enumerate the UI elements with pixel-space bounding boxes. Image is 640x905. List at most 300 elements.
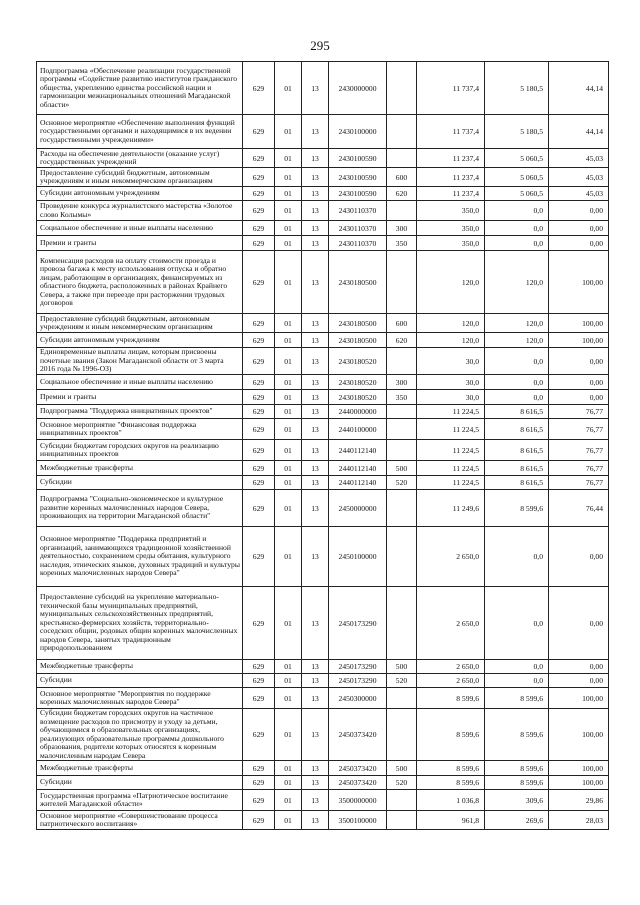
subsection-code: 13 xyxy=(302,149,329,168)
row-name: Проведение конкурса журналистского мастерства «Золотое слово Колымы» xyxy=(37,201,243,221)
executed-amount: 5 060,5 xyxy=(485,187,549,201)
table-row xyxy=(37,461,609,476)
section-code: 01 xyxy=(275,461,302,476)
execution-percent: 0,00 xyxy=(549,674,609,688)
section-code: 01 xyxy=(275,790,302,811)
target-article: 2430100000 xyxy=(329,115,387,149)
plan-amount: 120,0 xyxy=(417,314,485,333)
section-code: 01 xyxy=(275,375,302,390)
section-code: 01 xyxy=(275,201,302,221)
plan-amount: 120,0 xyxy=(417,333,485,348)
subsection-code: 13 xyxy=(302,527,329,587)
row-name: Предоставление субсидий бюджетным, автономным учреждениям и иным некоммерческим организациям xyxy=(37,168,243,187)
execution-percent: 100,00 xyxy=(549,314,609,333)
subsection-code: 13 xyxy=(302,405,329,419)
executed-amount: 120,0 xyxy=(485,314,549,333)
section-code: 01 xyxy=(275,811,302,830)
expense-type: 520 xyxy=(387,776,417,790)
plan-amount: 2 650,0 xyxy=(417,587,485,660)
execution-percent: 100,00 xyxy=(549,333,609,348)
subsection-code: 13 xyxy=(302,390,329,405)
admin-code: 629 xyxy=(243,375,275,390)
executed-amount: 0,0 xyxy=(485,236,549,251)
table-row xyxy=(37,375,609,390)
admin-code: 629 xyxy=(243,62,275,115)
row-name: Социальное обеспечение и иные выплаты населению xyxy=(37,221,243,236)
expense-type: 300 xyxy=(387,221,417,236)
subsection-code: 13 xyxy=(302,461,329,476)
subsection-code: 13 xyxy=(302,440,329,461)
executed-amount: 5 180,5 xyxy=(485,62,549,115)
target-article: 2440100000 xyxy=(329,419,387,440)
section-code: 01 xyxy=(275,688,302,709)
table-row xyxy=(37,115,609,149)
section-code: 01 xyxy=(275,236,302,251)
plan-amount: 8 599,6 xyxy=(417,709,485,761)
expense-type xyxy=(387,201,417,221)
table-row xyxy=(37,490,609,527)
expense-type: 620 xyxy=(387,333,417,348)
plan-amount: 1 036,8 xyxy=(417,790,485,811)
subsection-code: 13 xyxy=(302,62,329,115)
admin-code: 629 xyxy=(243,440,275,461)
row-name: Компенсация расходов на оплату стоимости проезда и провоза багажа к месту использования отпуска и обратно лицам, работающим в организациях, финансируемых из областного бюджета, расположенных в районах Крайнего Севера, а также при переезде при расторжении трудовых договоров xyxy=(37,251,243,314)
section-code: 01 xyxy=(275,761,302,776)
row-name: Подпрограмма «Обеспечение реализации государственной программы «Содействие развитию институтов гражданского общества, укреплению единства российской нации и гармонизации межнациональных отношений Магаданской области» xyxy=(37,62,243,115)
table-row xyxy=(37,201,609,221)
plan-amount: 961,8 xyxy=(417,811,485,830)
row-name: Основное мероприятие "Поддержка предприятий и организаций, занимающихся традиционной хозяйственной деятельностью, сохранением среды обитания, культурного наследия, этнических языков, духовных традиций и культуры коренных малочисленных народов Севера" xyxy=(37,527,243,587)
admin-code: 629 xyxy=(243,587,275,660)
execution-percent: 0,00 xyxy=(549,660,609,674)
table-row xyxy=(37,314,609,333)
executed-amount: 0,0 xyxy=(485,390,549,405)
row-name: Субсидии бюджетам городских округов на реализацию инициативных проектов xyxy=(37,440,243,461)
expense-type xyxy=(387,688,417,709)
subsection-code: 13 xyxy=(302,811,329,830)
plan-amount: 11 237,4 xyxy=(417,149,485,168)
target-article: 2430110370 xyxy=(329,201,387,221)
table-row xyxy=(37,674,609,688)
admin-code: 629 xyxy=(243,168,275,187)
table-row xyxy=(37,405,609,419)
expense-type: 520 xyxy=(387,476,417,490)
admin-code: 629 xyxy=(243,221,275,236)
admin-code: 629 xyxy=(243,333,275,348)
executed-amount: 8 616,5 xyxy=(485,461,549,476)
executed-amount: 0,0 xyxy=(485,348,549,375)
expense-type xyxy=(387,419,417,440)
executed-amount: 0,0 xyxy=(485,375,549,390)
plan-amount: 11 249,6 xyxy=(417,490,485,527)
executed-amount: 0,0 xyxy=(485,587,549,660)
row-name: Основное мероприятие «Обеспечение выполнения функций государственными органами и находящимися в их ведении государственными учреждениями» xyxy=(37,115,243,149)
expense-type xyxy=(387,790,417,811)
expense-type: 500 xyxy=(387,660,417,674)
table-row xyxy=(37,168,609,187)
expense-type xyxy=(387,587,417,660)
row-name: Субсидии автономным учреждениям xyxy=(37,333,243,348)
subsection-code: 13 xyxy=(302,251,329,314)
expense-type: 620 xyxy=(387,187,417,201)
admin-code: 629 xyxy=(243,461,275,476)
table-row xyxy=(37,587,609,660)
expense-type: 350 xyxy=(387,236,417,251)
executed-amount: 5 060,5 xyxy=(485,149,549,168)
admin-code: 629 xyxy=(243,709,275,761)
section-code: 01 xyxy=(275,405,302,419)
execution-percent: 0,00 xyxy=(549,527,609,587)
plan-amount: 11 737,4 xyxy=(417,62,485,115)
row-name: Субсидии xyxy=(37,776,243,790)
admin-code: 629 xyxy=(243,149,275,168)
table-row xyxy=(37,149,609,168)
section-code: 01 xyxy=(275,440,302,461)
row-name: Межбюджетные трансферты xyxy=(37,461,243,476)
subsection-code: 13 xyxy=(302,660,329,674)
expense-type: 500 xyxy=(387,461,417,476)
row-name: Межбюджетные трансферты xyxy=(37,761,243,776)
target-article: 2430100590 xyxy=(329,168,387,187)
execution-percent: 0,00 xyxy=(549,390,609,405)
admin-code: 629 xyxy=(243,674,275,688)
plan-amount: 2 650,0 xyxy=(417,660,485,674)
row-name: Субсидии xyxy=(37,674,243,688)
row-name: Социальное обеспечение и иные выплаты населению xyxy=(37,375,243,390)
target-article: 2450373420 xyxy=(329,776,387,790)
section-code: 01 xyxy=(275,168,302,187)
execution-percent: 76,77 xyxy=(549,476,609,490)
target-article: 2430110370 xyxy=(329,221,387,236)
subsection-code: 13 xyxy=(302,333,329,348)
executed-amount: 309,6 xyxy=(485,790,549,811)
execution-percent: 76,44 xyxy=(549,490,609,527)
target-article: 2450100000 xyxy=(329,527,387,587)
execution-percent: 44,14 xyxy=(549,115,609,149)
subsection-code: 13 xyxy=(302,688,329,709)
plan-amount: 11 737,4 xyxy=(417,115,485,149)
admin-code: 629 xyxy=(243,660,275,674)
expense-type xyxy=(387,490,417,527)
subsection-code: 13 xyxy=(302,674,329,688)
executed-amount: 5 180,5 xyxy=(485,115,549,149)
subsection-code: 13 xyxy=(302,709,329,761)
target-article: 2430100590 xyxy=(329,187,387,201)
execution-percent: 29,86 xyxy=(549,790,609,811)
section-code: 01 xyxy=(275,587,302,660)
plan-amount: 8 599,6 xyxy=(417,688,485,709)
subsection-code: 13 xyxy=(302,221,329,236)
admin-code: 629 xyxy=(243,251,275,314)
target-article: 2450373420 xyxy=(329,761,387,776)
table-row xyxy=(37,761,609,776)
section-code: 01 xyxy=(275,709,302,761)
execution-percent: 0,00 xyxy=(549,348,609,375)
row-name: Подпрограмма "Поддержка инициативных проектов" xyxy=(37,405,243,419)
execution-percent: 45,03 xyxy=(549,168,609,187)
expense-type xyxy=(387,811,417,830)
executed-amount: 8 616,5 xyxy=(485,476,549,490)
section-code: 01 xyxy=(275,62,302,115)
row-name: Субсидии бюджетам городских округов на частичное возмещение расходов по присмотру и уходу за детьми, обучающимися в образовательных организациях, реализующих образовательные программы дошкольного образования, родители которых относятся к коренным малочисленным народам Севера xyxy=(37,709,243,761)
subsection-code: 13 xyxy=(302,587,329,660)
expense-type xyxy=(387,115,417,149)
plan-amount: 11 237,4 xyxy=(417,168,485,187)
table-row xyxy=(37,62,609,115)
expense-type: 300 xyxy=(387,375,417,390)
executed-amount: 0,0 xyxy=(485,527,549,587)
expense-type: 350 xyxy=(387,390,417,405)
expense-type xyxy=(387,348,417,375)
table-row xyxy=(37,251,609,314)
row-name: Государственная программа «Патриотическое воспитание жителей Магаданской области» xyxy=(37,790,243,811)
subsection-code: 13 xyxy=(302,761,329,776)
table-row xyxy=(37,811,609,830)
target-article: 2450300000 xyxy=(329,688,387,709)
plan-amount: 30,0 xyxy=(417,390,485,405)
expense-type: 600 xyxy=(387,314,417,333)
execution-percent: 0,00 xyxy=(549,236,609,251)
table-row xyxy=(37,390,609,405)
section-code: 01 xyxy=(275,419,302,440)
plan-amount: 2 650,0 xyxy=(417,674,485,688)
budget-table xyxy=(36,61,609,830)
section-code: 01 xyxy=(275,314,302,333)
subsection-code: 13 xyxy=(302,419,329,440)
executed-amount: 8 599,6 xyxy=(485,761,549,776)
section-code: 01 xyxy=(275,149,302,168)
admin-code: 629 xyxy=(243,419,275,440)
plan-amount: 11 224,5 xyxy=(417,419,485,440)
target-article: 2450173290 xyxy=(329,674,387,688)
table-row xyxy=(37,709,609,761)
target-article: 3500000000 xyxy=(329,790,387,811)
table-row xyxy=(37,440,609,461)
admin-code: 629 xyxy=(243,688,275,709)
plan-amount: 30,0 xyxy=(417,348,485,375)
execution-percent: 76,77 xyxy=(549,419,609,440)
executed-amount: 0,0 xyxy=(485,660,549,674)
expense-type xyxy=(387,251,417,314)
target-article: 2430100590 xyxy=(329,149,387,168)
admin-code: 629 xyxy=(243,761,275,776)
page-number: 295 xyxy=(310,38,330,53)
subsection-code: 13 xyxy=(302,490,329,527)
section-code: 01 xyxy=(275,776,302,790)
section-code: 01 xyxy=(275,660,302,674)
admin-code: 629 xyxy=(243,115,275,149)
executed-amount: 0,0 xyxy=(485,221,549,236)
admin-code: 629 xyxy=(243,776,275,790)
section-code: 01 xyxy=(275,674,302,688)
expense-type xyxy=(387,527,417,587)
table-row xyxy=(37,476,609,490)
table-row xyxy=(37,776,609,790)
target-article: 2430180500 xyxy=(329,333,387,348)
execution-percent: 0,00 xyxy=(549,587,609,660)
target-article: 2430000000 xyxy=(329,62,387,115)
plan-amount: 2 650,0 xyxy=(417,527,485,587)
section-code: 01 xyxy=(275,221,302,236)
executed-amount: 0,0 xyxy=(485,201,549,221)
admin-code: 629 xyxy=(243,201,275,221)
subsection-code: 13 xyxy=(302,168,329,187)
row-name: Премии и гранты xyxy=(37,236,243,251)
execution-percent: 0,00 xyxy=(549,221,609,236)
target-article: 2440112140 xyxy=(329,440,387,461)
target-article: 3500100000 xyxy=(329,811,387,830)
execution-percent: 100,00 xyxy=(549,761,609,776)
execution-percent: 45,03 xyxy=(549,149,609,168)
target-article: 2430180500 xyxy=(329,314,387,333)
target-article: 2450373420 xyxy=(329,709,387,761)
execution-percent: 76,77 xyxy=(549,405,609,419)
row-name: Основное мероприятие "Мероприятия по поддержке коренных малочисленных народов Севера" xyxy=(37,688,243,709)
subsection-code: 13 xyxy=(302,187,329,201)
admin-code: 629 xyxy=(243,390,275,405)
row-name: Предоставление субсидий бюджетным, автономным учреждениям и иным некоммерческим организациям xyxy=(37,314,243,333)
execution-percent: 44,14 xyxy=(549,62,609,115)
plan-amount: 11 224,5 xyxy=(417,476,485,490)
section-code: 01 xyxy=(275,251,302,314)
table-row xyxy=(37,333,609,348)
plan-amount: 120,0 xyxy=(417,251,485,314)
expense-type: 600 xyxy=(387,168,417,187)
target-article: 2450173290 xyxy=(329,587,387,660)
table-row xyxy=(37,419,609,440)
target-article: 2430180520 xyxy=(329,348,387,375)
expense-type: 500 xyxy=(387,761,417,776)
execution-percent: 100,00 xyxy=(549,251,609,314)
admin-code: 629 xyxy=(243,811,275,830)
section-code: 01 xyxy=(275,348,302,375)
expense-type xyxy=(387,149,417,168)
plan-amount: 11 237,4 xyxy=(417,187,485,201)
table-row xyxy=(37,221,609,236)
section-code: 01 xyxy=(275,490,302,527)
execution-percent: 100,00 xyxy=(549,776,609,790)
expense-type xyxy=(387,709,417,761)
executed-amount: 8 599,6 xyxy=(485,776,549,790)
target-article: 2450173290 xyxy=(329,660,387,674)
section-code: 01 xyxy=(275,333,302,348)
target-article: 2450000000 xyxy=(329,490,387,527)
executed-amount: 120,0 xyxy=(485,333,549,348)
admin-code: 629 xyxy=(243,527,275,587)
expense-type xyxy=(387,62,417,115)
plan-amount: 350,0 xyxy=(417,221,485,236)
execution-percent: 76,77 xyxy=(549,461,609,476)
executed-amount: 5 060,5 xyxy=(485,168,549,187)
table-row xyxy=(37,660,609,674)
row-name: Субсидии автономным учреждениям xyxy=(37,187,243,201)
execution-percent: 100,00 xyxy=(549,688,609,709)
plan-amount: 11 224,5 xyxy=(417,440,485,461)
row-name: Предоставление субсидий на укрепление материально-технической базы муниципальных предприятий, муниципальных сельскохозяйственных предприятий, крестьянско-фермерских хозяйств, территориально-соседских общин, родовых общин коренных малочисленных народов Севера, занятых традиционным природопользованием xyxy=(37,587,243,660)
target-article: 2430180500 xyxy=(329,251,387,314)
row-name: Основное мероприятие "Финансовая поддержка инициативных проектов" xyxy=(37,419,243,440)
executed-amount: 8 616,5 xyxy=(485,440,549,461)
subsection-code: 13 xyxy=(302,790,329,811)
admin-code: 629 xyxy=(243,348,275,375)
table-row xyxy=(37,348,609,375)
target-article: 2430180520 xyxy=(329,375,387,390)
plan-amount: 11 224,5 xyxy=(417,405,485,419)
admin-code: 629 xyxy=(243,236,275,251)
row-name: Подпрограмма "Социально-экономическое и культурное развитие коренных малочисленных народов Севера, проживающих на территории Магаданской области" xyxy=(37,490,243,527)
subsection-code: 13 xyxy=(302,314,329,333)
target-article: 2440112140 xyxy=(329,476,387,490)
execution-percent: 76,77 xyxy=(549,440,609,461)
subsection-code: 13 xyxy=(302,201,329,221)
expense-type xyxy=(387,440,417,461)
plan-amount: 350,0 xyxy=(417,236,485,251)
plan-amount: 8 599,6 xyxy=(417,761,485,776)
target-article: 2440112140 xyxy=(329,461,387,476)
row-name: Межбюджетные трансферты xyxy=(37,660,243,674)
executed-amount: 8 616,5 xyxy=(485,419,549,440)
executed-amount: 8 599,6 xyxy=(485,490,549,527)
admin-code: 629 xyxy=(243,490,275,527)
row-name: Единовременные выплаты лицам, которым присвоены почетные звания (Закон Магаданской области от 3 марта 2016 года № 1996-ОЗ) xyxy=(37,348,243,375)
table-row xyxy=(37,790,609,811)
table-row xyxy=(37,527,609,587)
target-article: 2430180520 xyxy=(329,390,387,405)
plan-amount: 11 224,5 xyxy=(417,461,485,476)
row-name: Премии и гранты xyxy=(37,390,243,405)
executed-amount: 0,0 xyxy=(485,674,549,688)
executed-amount: 8 616,5 xyxy=(485,405,549,419)
executed-amount: 8 599,6 xyxy=(485,709,549,761)
section-code: 01 xyxy=(275,390,302,405)
execution-percent: 45,03 xyxy=(549,187,609,201)
row-name: Субсидии xyxy=(37,476,243,490)
expense-type xyxy=(387,405,417,419)
execution-percent: 0,00 xyxy=(549,201,609,221)
subsection-code: 13 xyxy=(302,476,329,490)
subsection-code: 13 xyxy=(302,236,329,251)
target-article: 2430110370 xyxy=(329,236,387,251)
execution-percent: 0,00 xyxy=(549,375,609,390)
execution-percent: 28,03 xyxy=(549,811,609,830)
executed-amount: 269,6 xyxy=(485,811,549,830)
section-code: 01 xyxy=(275,527,302,587)
table-row xyxy=(37,688,609,709)
row-name: Расходы на обеспечение деятельности (оказание услуг) государственных учреждений xyxy=(37,149,243,168)
expense-type: 520 xyxy=(387,674,417,688)
target-article: 2440000000 xyxy=(329,405,387,419)
section-code: 01 xyxy=(275,115,302,149)
admin-code: 629 xyxy=(243,790,275,811)
table-row xyxy=(37,236,609,251)
subsection-code: 13 xyxy=(302,348,329,375)
section-code: 01 xyxy=(275,187,302,201)
subsection-code: 13 xyxy=(302,375,329,390)
plan-amount: 8 599,6 xyxy=(417,776,485,790)
admin-code: 629 xyxy=(243,476,275,490)
executed-amount: 8 599,6 xyxy=(485,688,549,709)
admin-code: 629 xyxy=(243,314,275,333)
admin-code: 629 xyxy=(243,187,275,201)
executed-amount: 120,0 xyxy=(485,251,549,314)
table-row xyxy=(37,187,609,201)
plan-amount: 30,0 xyxy=(417,375,485,390)
row-name: Основное мероприятие «Совершенствование процесса патриотического воспитания» xyxy=(37,811,243,830)
plan-amount: 350,0 xyxy=(417,201,485,221)
subsection-code: 13 xyxy=(302,115,329,149)
execution-percent: 100,00 xyxy=(549,709,609,761)
section-code: 01 xyxy=(275,476,302,490)
